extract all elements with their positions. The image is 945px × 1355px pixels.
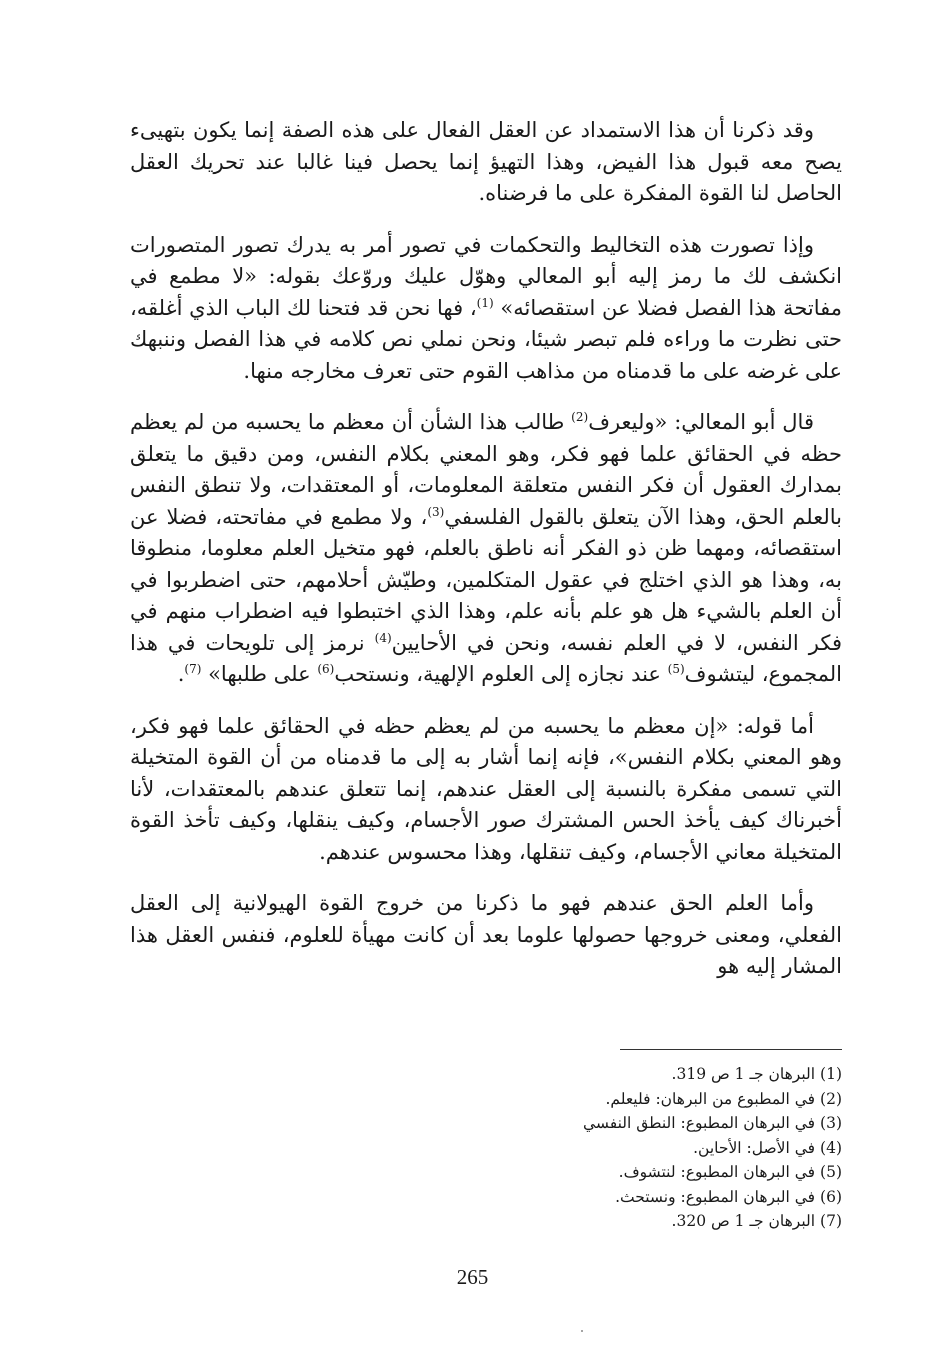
text-run: ، فها نحن قد فتحنا لك الباب الذي أغلقه، حتى نظرت ما وراءه فلم تبصر شيئا، ونحن نملي نص كلامه في هذا الفصل وننبهك على غرضه على ما قدمناه من مذاهب القوم حتى تعرف مخارجه منها.	[130, 295, 842, 383]
paragraph	[130, 407, 842, 691]
footnote-number: (4)	[820, 1138, 842, 1157]
footnote-reference: (5)	[667, 662, 685, 676]
footnote-reference: (7)	[184, 662, 202, 676]
text-run: وإذا تصورت هذه التخاليط والتحكمات في تصور أمر به يدرك تصور المتصورات انكشف لك ما رمز إليه أبو المعالي وهوّل عليك وروّعك بقوله: «لا مطمع في مفاتحة هذا الفصل فضلا عن استقصائه»	[130, 232, 842, 320]
text-run: على طلبها»	[201, 662, 318, 686]
paragraph	[130, 115, 842, 210]
footnote-number: (6)	[820, 1187, 842, 1206]
footnote	[342, 1160, 842, 1185]
footnote-text: البرهان جـ 1 ص 319.	[671, 1065, 816, 1083]
footnote-text: في البرهان المطبوع: لنتشوف.	[618, 1163, 816, 1181]
text-run: وقد ذكرنا أن هذا الاستمداد عن العقل الفعال على هذه الصفة إنما يكون بتهيىء يصح معه قبول هذا الفيض، وهذا التهيؤ إنما يحصل فينا غالبا عند تحريك العقل الحاصل لنا القوة المفكرة على ما فرضناه.	[130, 118, 842, 205]
text-run: أما قوله: «إن معظم ما يحسبه من لم يعظم حظه في الحقائق علما فهو فكر، وهو المعني بكلام النفس»، فإنه إنما أشار به إلى ما قدمناه من أن القوة المتخيلة التي تسمى مفكرة بالنسبة إلى العقل عندهم، إنما تتعلق عندهم بالمعتقدات، لأنا أخبرناك كيف يأخذ الحس المشترك صور الأجسام، وكيف ينقلها، وكيف تأخذ القوة المتخيلة معاني الأجسام، وكيف تنقلها، وهذا محسوس عندهم.	[130, 713, 842, 864]
footnotes-list	[342, 1062, 842, 1234]
text-run: وأما العلم الحق عندهم فهو ما ذكرنا من خروج القوة الهيولانية إلى العقل الفعلي، ومعنى خروجها حصولها علوما بعد أن كانت مهيأة للعلوم، فنفس العقل هذا المشار إليه هو	[130, 891, 842, 978]
footnote-number: (5)	[820, 1163, 842, 1181]
footnote-text: في البرهان المطبوع: ونستحث.	[615, 1187, 816, 1206]
text-run: .	[177, 662, 185, 686]
footnote-reference: (6)	[317, 662, 335, 676]
scan-speck	[581, 1330, 583, 1332]
footnote	[342, 1209, 842, 1234]
footnote-reference: (1)	[476, 295, 494, 310]
text-run: قال أبو المعالي: «وليعرف	[588, 410, 814, 434]
footnote-text: في المطبوع من البرهان: فليعلم.	[605, 1089, 816, 1108]
page-number: 265	[456, 1265, 489, 1289]
paragraph	[130, 711, 842, 869]
paragraph	[130, 888, 842, 983]
footnote-number: (7)	[820, 1212, 842, 1230]
text-run: طالب هذا الشأن أن معظم ما يحسبه من لم يعظم حظه في الحقائق علما فهو فكر، وهو المعني بكلام النفس، ومن دقيق ما يتعلق بمدارك العقول أن فكر النفس متعلقة المعلومات، أو المعتقدات، ولا تنطق النفس بالعلم الحق، وهذا الآن يتعلق بالقول الفلسفي	[130, 410, 842, 529]
footnote	[342, 1062, 842, 1087]
text-run: ، ولا مطمع في مفاتحته، فضلا عن استقصائه، ومهما ظن ذو الفكر أنه ناطق بالعلم، فهو متخيل العلم معلوما، منطوقا به، وهذا هو الذي اختلج في عقول المتكلمين، وطيّش أحلامهم، حتى اضطربوا في أن العلم بالشيء هل هو علم بأنه علم، وهذا الذي اختبطوا فيه اضطراب منهم في فكر النفس، لا في العلم نفسه، ونحن في الأحايين	[130, 504, 842, 655]
footnote-text: في البرهان المطبوع: النطق النفسي	[582, 1114, 816, 1132]
footnote-separator	[620, 1049, 842, 1050]
footnote-reference: (2)	[571, 410, 589, 424]
footnote-number: (1)	[820, 1065, 842, 1083]
text-run: عند نجازه إلى العلوم الإلهية، ونستحب	[334, 662, 668, 686]
main-text	[130, 115, 842, 1003]
footnote-text: البرهان جـ 1 ص 320.	[671, 1212, 816, 1230]
footnote-reference: (3)	[427, 504, 445, 519]
footnote	[342, 1185, 842, 1210]
footnote-number: (2)	[820, 1089, 842, 1108]
footnote-text: في الأصل: الأحاين.	[693, 1138, 816, 1157]
footnote-reference: (4)	[374, 630, 392, 645]
footnote-number: (3)	[820, 1114, 842, 1132]
paragraph	[130, 230, 842, 388]
text-run: نرمز إلى تلويحات في هذا المجموع، ليتشوف	[130, 630, 842, 686]
footnote	[342, 1111, 842, 1136]
footnote	[342, 1087, 842, 1112]
footnote	[342, 1136, 842, 1161]
